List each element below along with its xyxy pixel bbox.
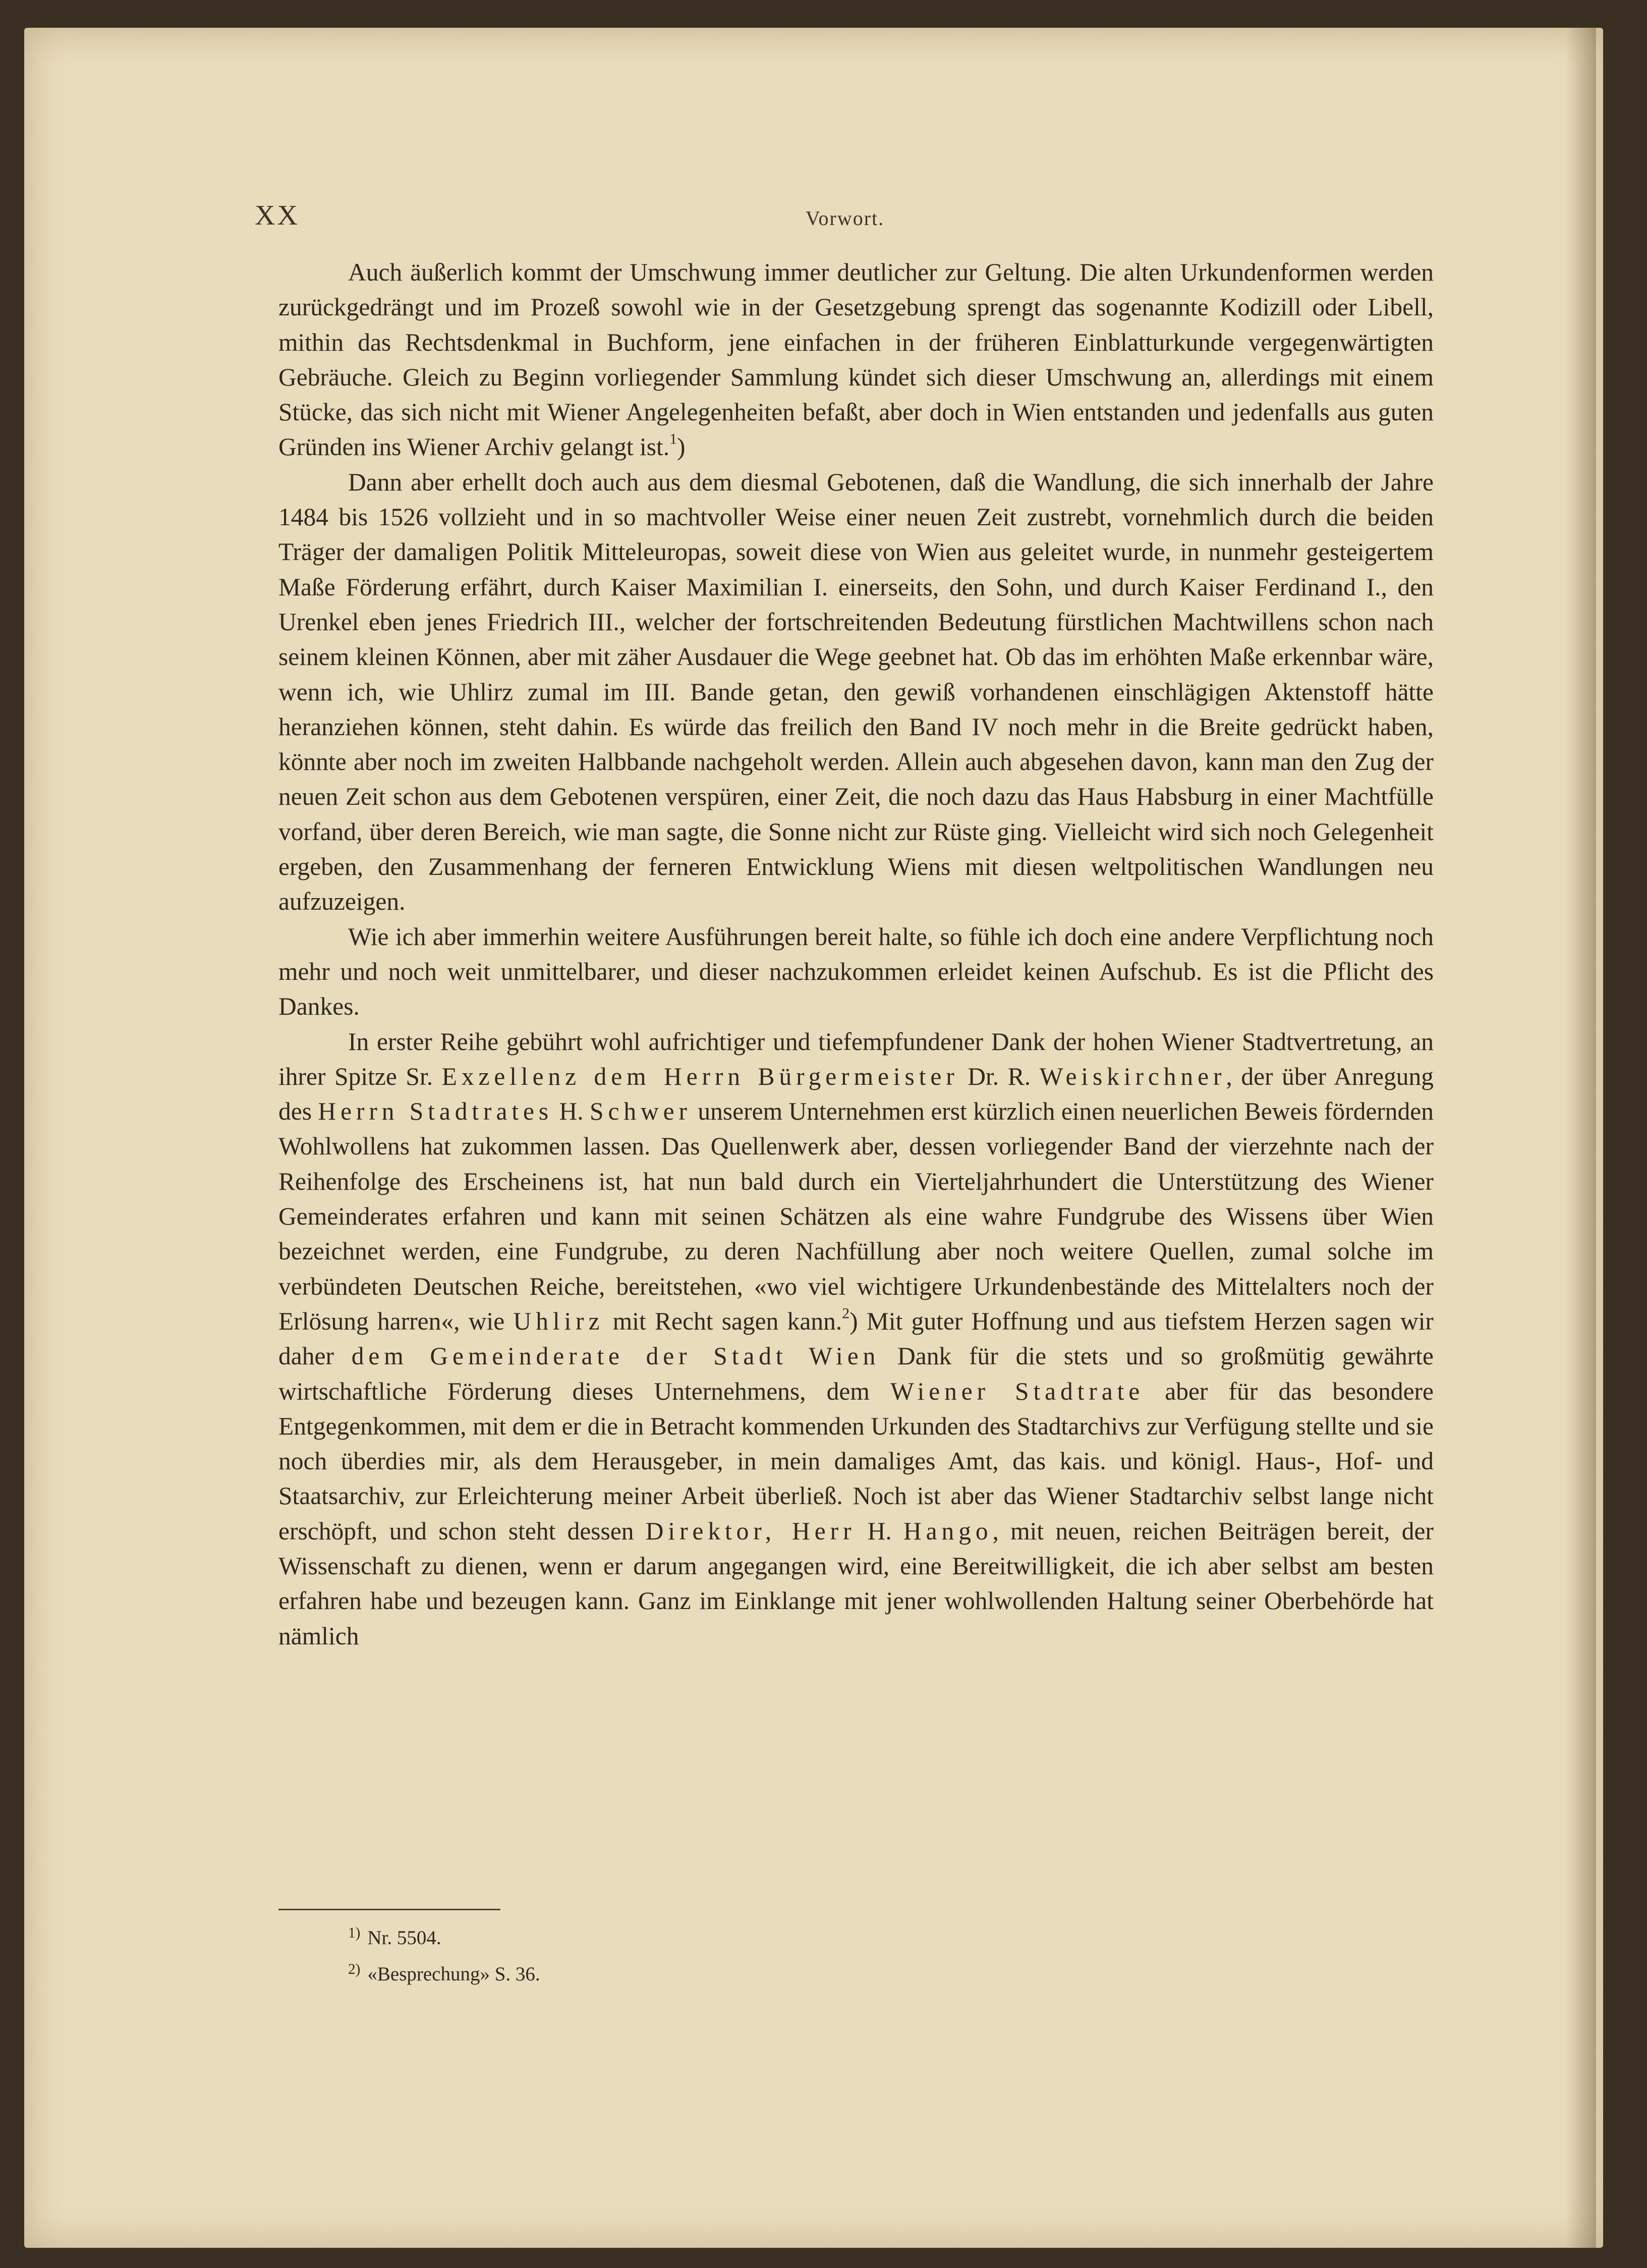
paragraph-1: Auch äußerlich kommt der Umschwung immer deutlicher zur Geltung. Die alten Urkundenformen werden zurückgedrängt und im Prozeß sowohl wie in der Gesetzgebung sprengt das sogenannte Kodizill oder Libell, mithin das Rechtsdenkmal in Buchform, jene einfachen in der früheren Einblatturkunde vergegenwärtigten Gebräuche. Gleich zu Beginn vorliegender Sammlung kündet sich dieser Umschwung an, allerdings mit einem Stücke, das sich nicht mit Wiener Angelegenheiten befaßt, aber doch in Wien entstanden und jedenfalls aus guten Gründen ins Wiener Archiv gelangt ist.$^1$) <box>278 258 1434 461</box>
footnote-text: «Besprechung» S. 36. <box>367 1963 540 1985</box>
spaced-text: Wiener Stadtrate <box>890 1377 1145 1405</box>
footnote-text: Nr. 5504. <box>367 1927 441 1949</box>
paragraph-2: Dann aber erhellt doch auch aus dem diesmal Gebotenen, daß die Wandlung, die sich innerhalb der Jahre 1484 bis 1526 vollzieht und in so machtvoller Weise einer neuen Zeit zustrebt, vornehmlich durch die beiden Träger der damaligen Politik Mitteleuropas, soweit diese von Wien aus geleitet wurde, in nunmehr gesteigertem Maße Förderung erfährt, durch Kaiser Maximilian I. einerseits, den Sohn, und durch Kaiser Ferdinand I., den Urenkel eben jenes Friedrich III., welcher der fortschreitenden Bedeutung fürstlichen Machtwillens schon nach seinem kleinen Können, aber mit zäher Ausdauer die Wege geebnet hat. Ob das im erhöhten Maße erkennbar wäre, wenn ich, wie Uhlirz zumal im III. Bande getan, den gewiß vorhandenen einschlägigen Aktenstoff hätte heranziehen können, steht dahin. Es würde das freilich den Band IV noch mehr in die Breite gedrückt haben, könnte aber noch im zweiten Halbbande nachgeholt werden. Allein auch abgesehen davon, kann man den Zug der neuen Zeit schon aus dem Gebotenen verspüren, einer Zeit, die noch dazu das Haus Habsburg in einer Machtfülle vorfand, über deren Bereich, wie man sagte, die Sonne nicht zur Rüste ging. Vielleicht wird sich noch Gelegenheit ergeben, den Zusammenhang der ferneren Entwicklung Wiens mit diesen weltpolitischen Wandlungen neu aufzuzeigen. <box>278 468 1434 916</box>
spaced-name: Uhlirz <box>513 1307 604 1335</box>
footnote-ref-2: 2 <box>842 1305 850 1322</box>
footnote-mark: 1) <box>348 1925 361 1941</box>
page-number: XX <box>255 200 300 231</box>
spaced-name: Hango <box>903 1517 993 1545</box>
footnote-rule <box>278 1909 500 1910</box>
footnote-ref-1: 1 <box>669 431 677 448</box>
spaced-text: Herrn Stadtrates <box>318 1097 553 1126</box>
spaced-text: Exzellenz dem Herrn Bürgermeister <box>441 1062 959 1090</box>
page-edge-shadow <box>1566 28 1596 2248</box>
spaced-text: dem Gemeinderate der Stadt Wien <box>351 1342 880 1370</box>
running-title: Vorwort. <box>805 207 885 230</box>
footnotes <box>348 1917 1105 1990</box>
body-text <box>278 255 1434 1653</box>
footnote-2 <box>348 1954 1105 1990</box>
spaced-name: Weiskirchner <box>1039 1062 1226 1090</box>
spaced-name: Schwer <box>590 1097 692 1126</box>
spaced-text: Direktor, Herr <box>645 1517 856 1545</box>
page-header <box>255 199 1435 240</box>
paragraph-3: Wie ich aber immerhin weitere Ausführungen bereit halte, so fühle ich doch eine andere Verpflichtung noch mehr und noch weit unmittelbarer, und dieser nachzukommen erleidet keinen Aufschub. Es ist die Pflicht des Dankes. <box>278 922 1434 1021</box>
footnote-1 <box>348 1917 1105 1954</box>
paragraph-4: In erster Reihe gebührt wohl aufrichtiger und tiefempfundener Dank der hohen Wiener Stadtvertretung, an ihrer Spitze Sr. Exzellenz dem Herrn Bürgermeister Dr. R. Weiskirchner, der über Anregung des Herrn Stadtrates H. Schwer unserem Unternehmen erst kürzlich einen neuerlichen Beweis fördernden Wohlwollens hat zukommen lassen. Das Quellenwerk aber, dessen vorliegender Band der vierzehnte nach der Reihenfolge des Erscheinens ist, hat nun bald durch ein Vierteljahrhundert die Unterstützung des Wiener Gemeinderates erfahren und kann mit seinen Schätzen als eine wahre Fundgrube des Wissens über Wien bezeichnet werden, eine Fundgrube, zu deren Nachfüllung aber noch weitere Quellen, zumal solche im verbündeten Deutschen Reiche, bereitstehen, «wo viel wichtigere Urkundenbestände des Mittelalters noch der Erlösung harren«, wie Uhlirz mit Recht sagen kann.$^2$) Mit guter Hoffnung und aus tiefstem Herzen sagen wir daher dem Gemeinderate der Stadt Wien Dank für die stets und so großmütig gewährte wirtschaftliche Förderung dieses Unternehmens, dem Wiener Stadtrate aber für das besondere Entgegenkommen, mit dem er die in Betracht kommenden Urkunden des Stadtarchivs zur Verfügung stellte und sie noch überdies mir, als dem Herausgeber, in mein damaliges Amt, das kais. und königl. Haus-, Hof- und Staatsarchiv, zur Erleichterung meiner Arbeit überließ. Noch ist aber das Wiener Stadtarchiv selbst lange nicht erschöpft, und schon steht dessen Direktor, Herr H. Hango, mit neuen, reichen Beiträgen bereit, der Wissenschaft zu dienen, wenn er darum angegangen wird, eine Bereitwilligkeit, die ich aber selbst am besten erfahren habe und bezeugen kann. Ganz im Einklange mit jener wohlwollenden Haltung seiner Oberbehörde hat nämlich <box>278 1027 1434 1650</box>
footnote-mark: 2) <box>348 1961 361 1978</box>
